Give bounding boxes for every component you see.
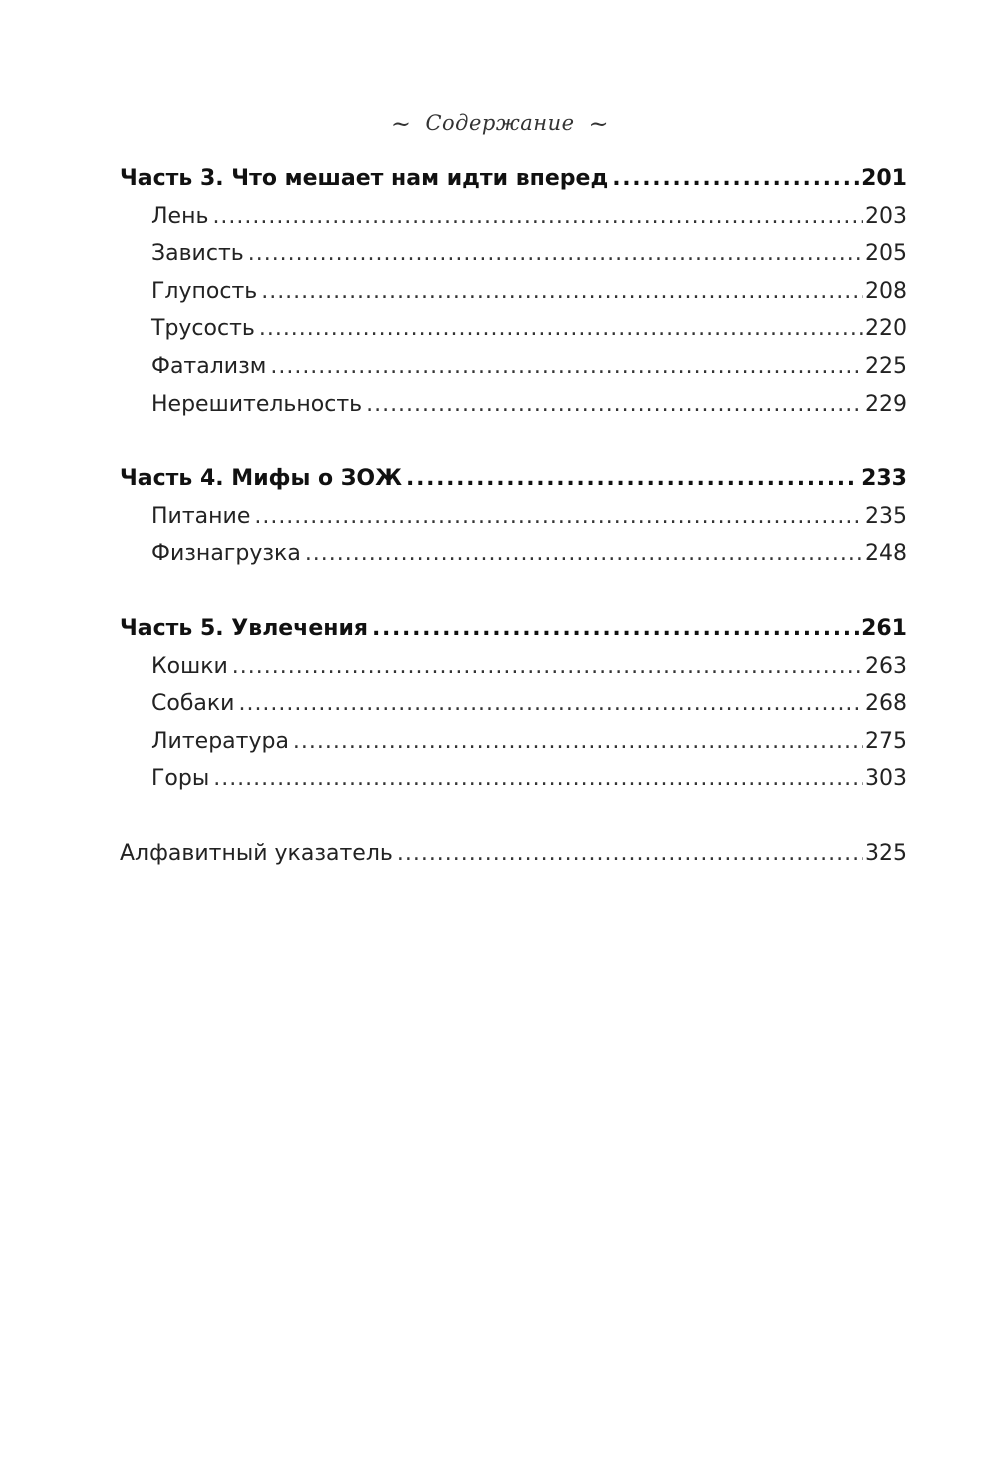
dot-leader	[232, 648, 863, 686]
toc-page-number: 229	[865, 391, 907, 417]
dot-leader	[254, 498, 863, 536]
toc-entry-nereshitelnost[interactable]	[120, 386, 907, 424]
toc-page-number: 268	[865, 691, 907, 717]
dot-leader	[612, 160, 859, 198]
table-of-contents	[120, 160, 907, 910]
dot-leader	[305, 535, 863, 573]
toc-entry-title: Фатализм	[151, 353, 267, 379]
toc-entry-title: Трусость	[151, 316, 255, 342]
toc-page-number: 248	[865, 541, 907, 567]
toc-entry-koshki[interactable]	[120, 648, 907, 686]
toc-entry-title: Лень	[151, 203, 209, 229]
dot-leader	[293, 723, 863, 761]
toc-part-title: Часть 4. Мифы о ЗОЖ	[120, 466, 403, 492]
toc-page-number: 275	[865, 728, 907, 754]
toc-entry-len[interactable]	[120, 198, 907, 236]
toc-page-number: 233	[861, 466, 907, 492]
toc-page-number: 263	[865, 653, 907, 679]
toc-section-index	[120, 835, 907, 873]
left-tilde-ornament: ~	[390, 110, 412, 138]
right-tilde-ornament: ~	[588, 110, 610, 138]
toc-entry-glupost[interactable]	[120, 273, 907, 311]
toc-entry-literatura[interactable]	[120, 723, 907, 761]
toc-part-4-entry[interactable]	[120, 460, 907, 498]
toc-page-number: 201	[861, 166, 907, 191]
toc-entry-fiznagruzka[interactable]	[120, 535, 907, 573]
toc-section-part-3	[120, 160, 907, 423]
toc-part-5-entry[interactable]	[120, 610, 907, 648]
dot-leader	[366, 386, 863, 424]
dot-leader	[270, 348, 863, 386]
dot-leader	[406, 460, 859, 498]
toc-entry-title: Кошки	[151, 653, 228, 679]
toc-entry-title: Горы	[151, 766, 210, 792]
toc-section-part-4	[120, 460, 907, 573]
toc-entry-trusost[interactable]	[120, 310, 907, 348]
toc-entry-title: Глупость	[151, 278, 258, 304]
dot-leader	[372, 610, 859, 648]
toc-entry-gory[interactable]	[120, 760, 907, 798]
toc-page-number: 325	[865, 840, 907, 866]
toc-entry-title: Питание	[151, 503, 251, 529]
toc-entry-pitanie[interactable]	[120, 498, 907, 536]
toc-part-3-entry[interactable]	[120, 160, 907, 198]
toc-entry-title: Нерешительность	[151, 391, 363, 417]
page-title: Содержание	[425, 111, 575, 135]
toc-page-number: 235	[865, 503, 907, 529]
toc-entry-title: Физнагрузка	[151, 541, 301, 567]
toc-entry-zavist[interactable]	[120, 235, 907, 273]
toc-entry-fatalizm[interactable]	[120, 348, 907, 386]
dot-leader	[261, 273, 863, 311]
toc-entry-sobaki[interactable]	[120, 685, 907, 723]
toc-page-number: 225	[865, 353, 907, 379]
toc-page-number: 261	[861, 615, 907, 641]
dot-leader	[259, 310, 863, 348]
toc-entry-title: Литература	[151, 728, 289, 754]
toc-page-number: 205	[865, 241, 907, 267]
dot-leader	[212, 198, 863, 236]
toc-part-title: Часть 3. Что мешает нам идти вперед	[120, 166, 609, 191]
toc-entry-title: Зависть	[151, 241, 244, 267]
running-head	[0, 108, 1000, 136]
toc-page-number: 203	[865, 203, 907, 229]
dot-leader	[248, 235, 863, 273]
dot-leader	[238, 685, 863, 723]
toc-entry-title: Алфавитный указатель	[120, 840, 393, 866]
toc-page-number: 208	[865, 278, 907, 304]
toc-entry-title: Собаки	[151, 691, 235, 717]
toc-page-number: 220	[865, 316, 907, 342]
toc-page-number: 303	[865, 766, 907, 792]
toc-index-entry[interactable]	[120, 835, 907, 873]
toc-section-part-5	[120, 610, 907, 798]
dot-leader	[397, 835, 863, 873]
dot-leader	[213, 760, 863, 798]
toc-part-title: Часть 5. Увлечения	[120, 615, 368, 641]
